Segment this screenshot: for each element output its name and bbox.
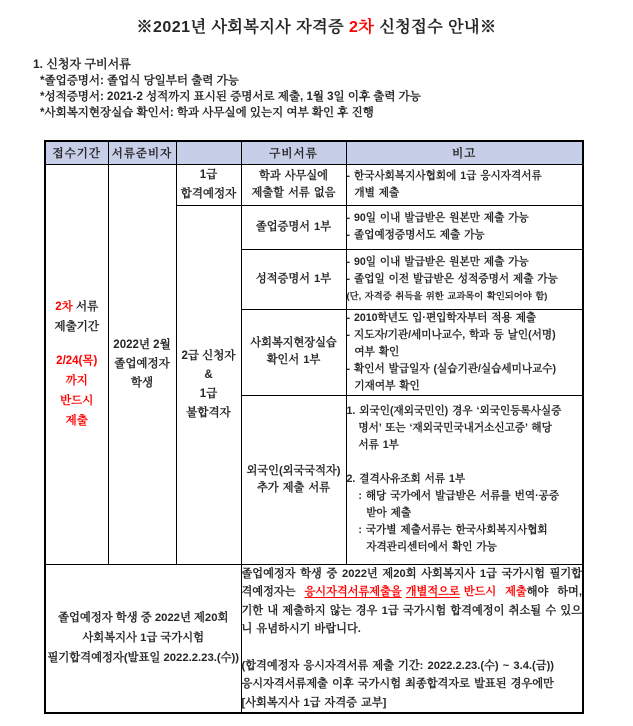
remarks-cell bbox=[346, 164, 583, 205]
remark-line: - 2010학년도 입·편입학자부터 적용 제출 bbox=[346, 311, 537, 324]
deadline-line: 2/24(목) bbox=[56, 355, 98, 367]
table-row bbox=[45, 164, 583, 205]
text-line: 제출기간 bbox=[54, 321, 99, 333]
document-name-cell bbox=[241, 205, 346, 249]
intro-note-line: *졸업증명서: 졸업식 당일부터 출력 가능 bbox=[40, 75, 239, 87]
document-name-cell bbox=[241, 164, 346, 205]
text-line: 제출할 서류 없음 bbox=[251, 186, 336, 199]
col-header-blank bbox=[176, 141, 241, 164]
table-footer-row bbox=[45, 564, 583, 713]
text-line: 졸업예정자 학생 중 2022년 제20회 bbox=[58, 612, 229, 625]
preparer-cell bbox=[108, 164, 176, 564]
remark-line: 여부 확인 bbox=[346, 345, 400, 358]
text-line: 졸업예정자 bbox=[114, 357, 170, 370]
text-line: 불합격자 bbox=[186, 406, 231, 419]
remark-small-line: (단, 자격증 취득을 위한 교과목이 확인되어야 함) bbox=[346, 290, 548, 301]
text-line: 외국인(외국국적자) bbox=[246, 464, 341, 477]
remark-line: - 지도자/기관/세미나교수, 학과 등 날인(서명) bbox=[346, 328, 556, 341]
footer-notice-cell bbox=[241, 564, 583, 713]
remark-line: - 확인서 발급일자 (실습기관/실습세미나교수) bbox=[346, 362, 557, 375]
remark-line: 1. 외국인(재외국민인) 경우 ‘외국인등록사실증 bbox=[346, 405, 562, 417]
footer-target-group-cell bbox=[45, 564, 241, 713]
col-header-documents: 구비서류 bbox=[241, 141, 346, 164]
text-line: & bbox=[204, 368, 213, 381]
remark-line: 서류 1부 bbox=[346, 439, 399, 451]
round-label: 2차 bbox=[55, 301, 73, 313]
title-prefix: ※2021년 사회복지사 자격증 bbox=[136, 19, 350, 36]
remark-line: - 졸업일 이전 발급받은 성적증명서 제출 가능 bbox=[346, 272, 558, 285]
text-line: 필기합격예정자(발표일 2022.2.23.(수)) bbox=[47, 652, 240, 665]
grade1-applicant-cell bbox=[176, 164, 241, 205]
section-heading: 1. 신청자 구비서류 bbox=[33, 57, 131, 71]
text-line bbox=[46, 297, 108, 317]
document-name-cell bbox=[241, 395, 346, 564]
emphasized-segment: 응시자격서류제출을 bbox=[304, 586, 402, 598]
remark-line: - 90일 이내 발급받은 원본만 제출 가능 bbox=[346, 255, 529, 268]
remark-line: - 한국사회복지사협회에 1급 응시자격서류 bbox=[346, 169, 542, 182]
remark-line: - 졸업예정증명서도 제출 가능 bbox=[346, 229, 485, 241]
footer-info-line: 응시자격서류제출 이후 국가시험 최종합격자로 발표된 경우에만 bbox=[241, 678, 554, 690]
deadline-line: 제출 bbox=[65, 415, 88, 427]
text-line: 사회복지현장실습 bbox=[250, 337, 337, 349]
title-suffix: 신청접수 안내※ bbox=[374, 19, 497, 36]
emphasized-segment: 개별적으로 bbox=[405, 586, 460, 598]
title-round-highlight: 2차 bbox=[349, 19, 375, 36]
text-line: 1급 bbox=[199, 387, 218, 400]
col-header-remarks: 비고 bbox=[346, 141, 583, 164]
page-title bbox=[0, 14, 633, 37]
submission-period-cell bbox=[45, 164, 108, 564]
remark-line: 기재여부 확인 bbox=[346, 379, 420, 392]
document-name-cell bbox=[241, 249, 346, 309]
spacer bbox=[242, 639, 583, 657]
grade2-applicant-cell bbox=[176, 205, 241, 564]
remark-line: 자격관리센터에서 확인 가능 bbox=[346, 541, 497, 553]
text-line: 성적증명서 1부 bbox=[255, 272, 332, 285]
table-header-row bbox=[45, 141, 583, 164]
intro-notes bbox=[40, 73, 421, 121]
text-line: 1급 bbox=[199, 168, 218, 181]
deadline-line: 반드시 bbox=[60, 395, 94, 407]
remarks-cell bbox=[346, 309, 583, 395]
col-header-period: 접수기간 bbox=[45, 141, 108, 164]
text-line: 학생 bbox=[130, 376, 154, 389]
deadline-line: 까지 bbox=[65, 375, 88, 387]
intro-note-line: *성적증명서: 2021-2 성적까지 표시된 증명서로 제출, 1월 3일 이후 출력 가능 bbox=[40, 91, 421, 103]
document-name-cell bbox=[241, 309, 346, 395]
remark-line: 받아 제출 bbox=[346, 507, 412, 519]
text-line: 학과 사무실에 bbox=[259, 169, 328, 182]
emphasized-segment: 반드시 제출 bbox=[463, 586, 527, 598]
intro-note-line: *사회복지현장실습 확인서: 학과 사무실에 있는지 여부 확인 후 진행 bbox=[40, 107, 374, 119]
remark-line bbox=[347, 454, 583, 471]
remarks-cell bbox=[346, 249, 583, 309]
col-header-preparer: 서류준비자 bbox=[108, 141, 176, 164]
remark-line: 개별 제출 bbox=[346, 186, 400, 199]
remarks-cell bbox=[346, 205, 583, 249]
footer-period-line: (합격예정자 응시자격서류 제출 기간: 2022.2.23.(수) ~ 3.4.(금)) bbox=[241, 659, 555, 672]
spacer bbox=[46, 337, 108, 351]
text-line: 졸업증명서 1부 bbox=[255, 220, 332, 233]
text-line: 서류 bbox=[72, 301, 99, 313]
text-segment: 졸업예정자 학생 중 2022년 제20회 사회복지사 1급 국가시험 필기합격예정자는 bbox=[241, 567, 582, 598]
remark-line: : 국가별 제출서류는 한국사회복지사협회 bbox=[346, 524, 548, 536]
text-line: 사회복지사 1급 국가시험 bbox=[82, 632, 205, 645]
footer-info-line: [사회복지사 1급 자격증 교부] bbox=[241, 696, 387, 709]
documents-table bbox=[44, 140, 584, 714]
text-line: 추가 제출 서류 bbox=[256, 481, 331, 494]
text-line: 2급 신청자 bbox=[181, 349, 236, 362]
remark-line: - 90일 이내 발급받은 원본만 제출 가능 bbox=[346, 212, 529, 224]
text-line: 2022년 2월 bbox=[113, 338, 171, 351]
text-line: 합격예정자 bbox=[180, 187, 237, 200]
text-line: 확인서 1부 bbox=[266, 354, 321, 366]
remark-line: 명서’ 또는 ‘재외국민국내거소신고증’ 해당 bbox=[346, 422, 552, 434]
remark-line: : 해당 국가에서 발급받은 서류를 번역·공증 bbox=[346, 490, 560, 502]
footer-notice-paragraph bbox=[242, 565, 583, 639]
remark-line: 2. 결격사유조회 서류 1부 bbox=[346, 473, 466, 485]
text-segment: 해야 하며, 기한 내 제출하지 않는 경우 1급 국가시험 합격예정이 취소될 수 있으니 유념하시기 바랍니다. bbox=[241, 586, 582, 635]
remarks-cell bbox=[346, 395, 583, 564]
